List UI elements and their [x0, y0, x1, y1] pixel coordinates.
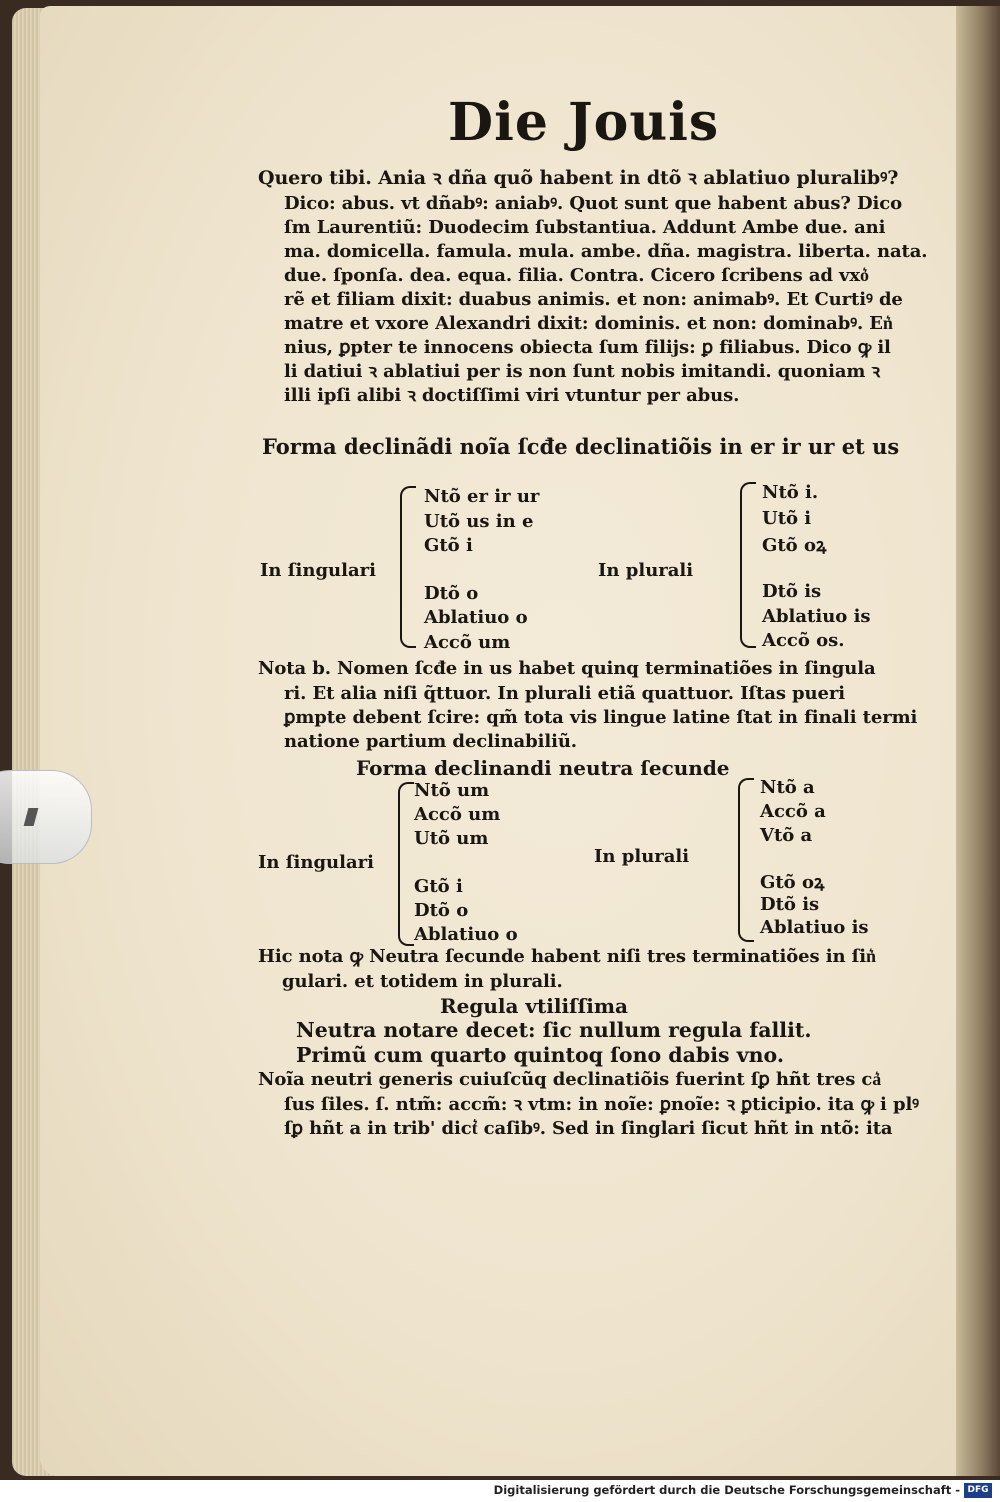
singular-brace: [398, 782, 414, 946]
rule-verse: Primũ cum quarto quintoq̧ ſono dabis vno.: [296, 1043, 784, 1067]
book-gutter: [956, 6, 1000, 1476]
case-form: Dtõ o: [414, 900, 469, 921]
note-line: Nota b. Nomen ſcđe in us habet quinq̧ terminatiões in ſingula: [258, 658, 876, 679]
case-form: Dtõ o: [424, 583, 479, 604]
case-form: Ntõ i.: [762, 482, 819, 503]
rule-verse: Neutra notare decet: ſic nullum regula fallit.: [296, 1018, 812, 1042]
intro-line: ſm Laurentiũ: Duodecim ſubstantiua. Addunt Ambe due. ani: [284, 217, 886, 238]
case-form: Gtõ oꝝ: [760, 872, 825, 893]
case-form: Gtõ i: [414, 876, 463, 897]
singular-label: In ſingulari: [260, 560, 376, 581]
case-form: Accõ um: [414, 804, 501, 825]
singular-label: In ſingulari: [258, 852, 374, 873]
case-form: Gtõ oꝝ: [762, 535, 827, 556]
section2-heading: Forma declinandi neutra ſecunde: [356, 756, 730, 780]
intro-line: ma. domicella. famula. mula. ambe. dña. magistra. liberta. nata.: [284, 241, 928, 262]
plural-label: In plurali: [598, 560, 694, 581]
note-line: Hic nota ꝙ Neutra ſecunde habent niſi tres terminatiões in ſin͛: [258, 946, 876, 967]
intro-line: Quero tibi. Ania ꝛ dña quõ habent in dtõ ꝛ ablatiuo pluralibꝰ?: [258, 167, 899, 189]
intro-line: due. ſponſa. dea. equa. filia. Contra. Cicero ſcribens ad vxo͛: [284, 265, 869, 286]
dfg-logo: DFG: [964, 1483, 992, 1498]
case-form: Ablatiuo is: [760, 917, 869, 938]
case-form: Gtõ i: [424, 535, 473, 556]
page-title: Die Jouis: [448, 92, 720, 153]
plural-brace: [740, 482, 756, 648]
case-form: Utõ um: [414, 828, 489, 849]
case-form: Accõ os.: [762, 630, 845, 651]
singular-brace: [400, 486, 416, 648]
intro-line: nius, ꝑpter te innocens obiecta ſum filijs: ꝑ filiabus. Dico ꝙ il: [284, 337, 891, 358]
case-form: Utõ us in e: [424, 511, 534, 532]
case-form: Ntõ um: [414, 780, 490, 801]
case-form: Ntõ er ir ur: [424, 486, 540, 507]
case-form: Ablatiuo o: [424, 607, 528, 628]
closing-line: ſꝑ hñt a in trib' dict͛ caſibꝰ. Sed in ſinglari ſicut hñt in ntõ: ita: [284, 1118, 893, 1139]
intro-line: li datiui ꝛ ablatiui per is non ſunt nobis imitandi. quoniam ꝛ: [284, 361, 880, 382]
note-line: gulari. et totidem in plurali.: [282, 971, 563, 992]
footer-credit: Digitalisierung gefördert durch die Deutsche Forschungsgemeinschaft -: [493, 1483, 960, 1497]
page-clip: [0, 770, 92, 864]
case-form: Utõ i: [762, 508, 812, 529]
note-line: ri. Et alia niſi q̃ttuor. In plurali etiã quattuor. Iſtas pueri: [284, 683, 845, 704]
intro-line: rẽ et filiam dixit: duabus animis. et non: animabꝰ. Et Curtiꝰ de: [284, 289, 903, 310]
plural-brace: [738, 778, 754, 942]
intro-line: Dico: abus. vt dñabꝰ: aniabꝰ. Quot sunt que habent abus? Dico: [284, 193, 903, 214]
footer-bar: [0, 1480, 1000, 1502]
case-form: Ntõ a: [760, 777, 815, 798]
case-form: Ablatiuo is: [762, 606, 871, 627]
case-form: Ablatiuo o: [414, 924, 518, 945]
case-form: Dtõ is: [762, 581, 822, 602]
case-form: Dtõ is: [760, 894, 820, 915]
closing-line: Noĩa neutri generis cuiuſcũq̧ declinatiõis fuerint ſꝑ hñt tres ca͛: [258, 1069, 882, 1090]
intro-line: illi ipſi alibi ꝛ doctiſſimi viri vtuntur per abus.: [284, 385, 740, 406]
plural-label: In plurali: [594, 846, 690, 867]
note-line: natione partium declinabiliũ.: [284, 731, 577, 752]
case-form: Accõ a: [760, 801, 826, 822]
case-form: Vtõ a: [760, 825, 813, 846]
note-line: ꝑmpte debent ſcire: qm̃ tota vis lingue latine ſtat in finali termi: [284, 707, 918, 728]
section1-heading: Forma declinãdi noĩa ſcđe declinatiõis in er ir ur et us: [262, 434, 900, 459]
rule-heading: Regula vtiliſſima: [440, 994, 628, 1018]
intro-line: matre et vxore Alexandri dixit: dominis. et non: dominabꝰ. En͛: [284, 313, 893, 334]
case-form: Accõ um: [424, 632, 511, 653]
closing-line: ſus ſiles. ſ. ntm̃: accm̃: ꝛ vtm: in noĩe: ꝑnoĩe: ꝛ ꝑticipio. ita ꝙ i plꝰ: [284, 1094, 919, 1115]
